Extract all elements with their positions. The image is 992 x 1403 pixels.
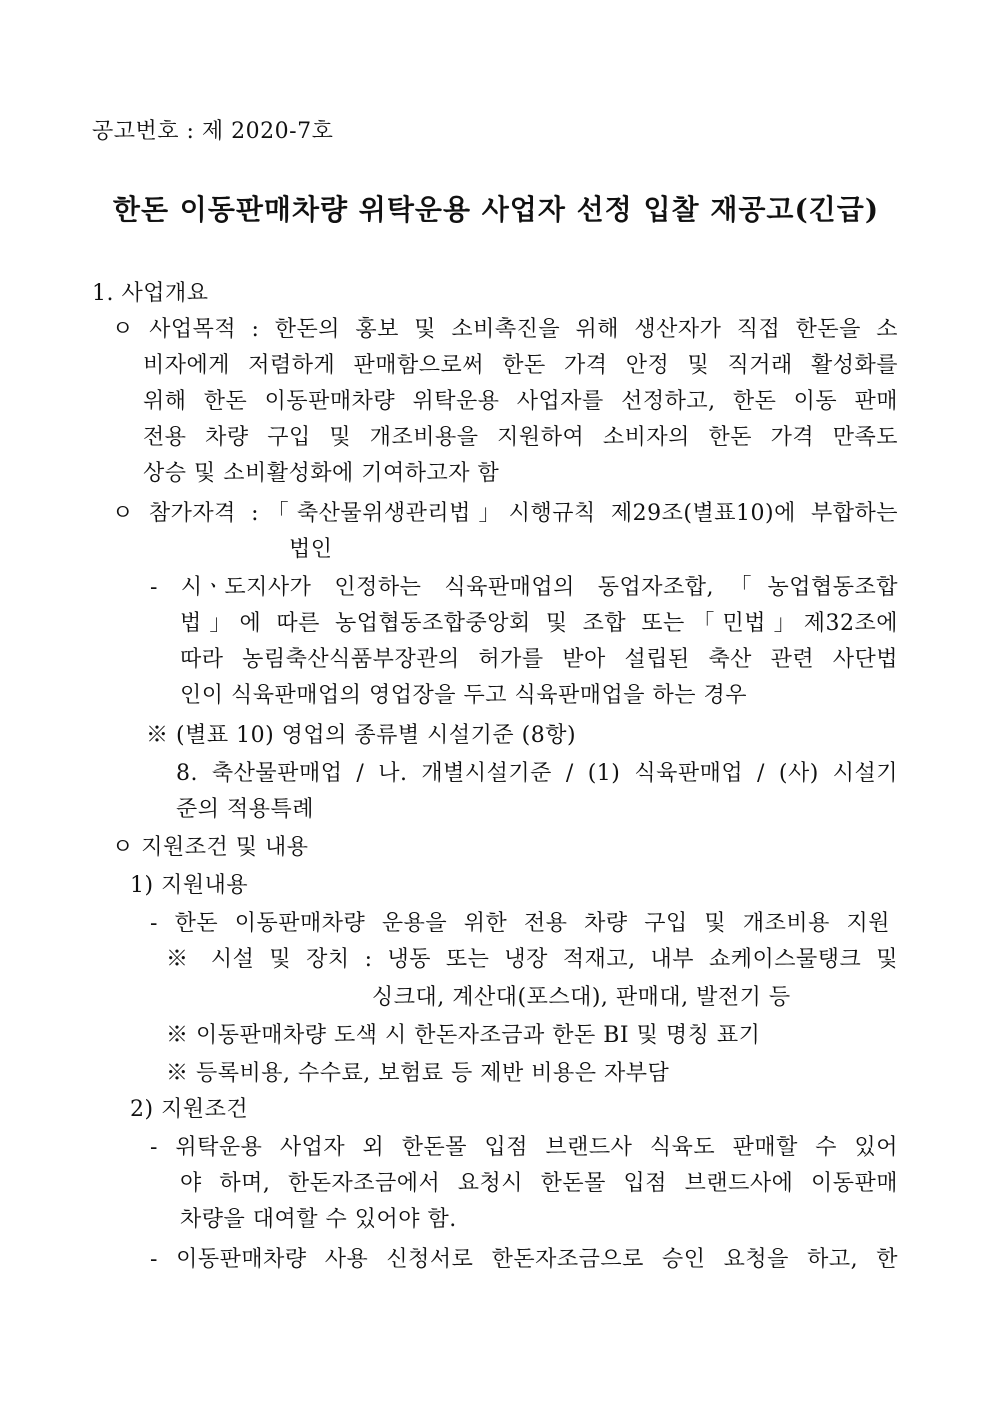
support-condition-line: - 위탁운용 사업자 외 한돈몰 입점 브랜드사 식육도 판매할 수 있어: [150, 1135, 898, 1160]
qualification-line: 법인: [289, 537, 333, 562]
support-content-heading: 1) 지원내용: [130, 873, 249, 898]
purpose-line: 위해 한돈 이동판매차량 위탁운용 사업자를 선정하고, 한돈 이동 판매: [143, 389, 898, 414]
purpose-line: 상승 및 소비활성화에 기여하고자 함: [143, 461, 500, 486]
qualification-detail-line: 따라 농림축산식품부장관의 허가를 받아 설립된 축산 관련 사단법: [180, 647, 898, 672]
support-condition-line: 차량을 대여할 수 있어야 함.: [180, 1207, 457, 1232]
support-content-note: ※ 이동판매차량 도색 시 한돈자조금과 한돈 BI 및 명칭 표기: [166, 1023, 761, 1048]
support-content-note: ※ 시설 및 장치 : 냉동 또는 냉장 적재고, 내부 쇼케이스물탱크 및: [166, 947, 898, 972]
qualification-detail-line: - 시ㆍ도지사가 인정하는 식육판매업의 동업자조합,「농업협동조합: [150, 575, 898, 600]
support-condition-line: - 이동판매차량 사용 신청서로 한돈자조금으로 승인 요청을 하고, 한: [150, 1247, 898, 1272]
section-heading: 1. 사업개요: [92, 281, 209, 306]
support-content-note: ※ 등록비용, 수수료, 보험료 등 제반 비용은 자부담: [166, 1061, 670, 1086]
purpose-line: 전용 차량 구입 및 개조비용을 지원하여 소비자의 한돈 가격 만족도: [143, 425, 898, 450]
support-heading: ㅇ 지원조건 및 내용: [112, 835, 309, 860]
support-content-item: - 한돈 이동판매차량 운용을 위한 전용 차량 구입 및 개조비용 지원: [150, 911, 890, 936]
qualification-line: ㅇ 참가자격 :「축산물위생관리법」시행규칙 제29조(별표10)에 부합하는: [112, 501, 898, 526]
support-condition-line: 야 하며, 한돈자조금에서 요청시 한돈몰 입점 브랜드사에 이동판매: [180, 1171, 898, 1196]
qualification-detail-line: 법」에 따른 농업협동조합중앙회 및 조합 또는「민법」제32조에: [180, 611, 898, 636]
support-content-note: 싱크대, 계산대(포스대), 판매대, 발전기 등: [372, 985, 791, 1010]
notice-number: 공고번호 : 제 2020-7호: [92, 119, 334, 144]
support-conditions-heading: 2) 지원조건: [130, 1097, 249, 1122]
purpose-line: 비자에게 저렴하게 판매함으로써 한돈 가격 안정 및 직거래 활성화를: [143, 353, 898, 378]
document-title: 한돈 이동판매차량 위탁운용 사업자 선정 입찰 재공고(긴급): [112, 193, 880, 226]
reference-note-line: 8. 축산물판매업 / 나. 개별시설기준 / (1) 식육판매업 / (사) 시설기: [176, 761, 898, 786]
purpose-line: ㅇ 사업목적 : 한돈의 홍보 및 소비촉진을 위해 생산자가 직접 한돈을 소: [112, 317, 898, 342]
reference-note-line: 준의 적용특례: [176, 797, 315, 822]
qualification-detail-line: 인이 식육판매업의 영업장을 두고 식육판매업을 하는 경우: [180, 683, 748, 708]
reference-note-line: ※ (별표 10) 영업의 종류별 시설기준 (8항): [146, 723, 577, 748]
